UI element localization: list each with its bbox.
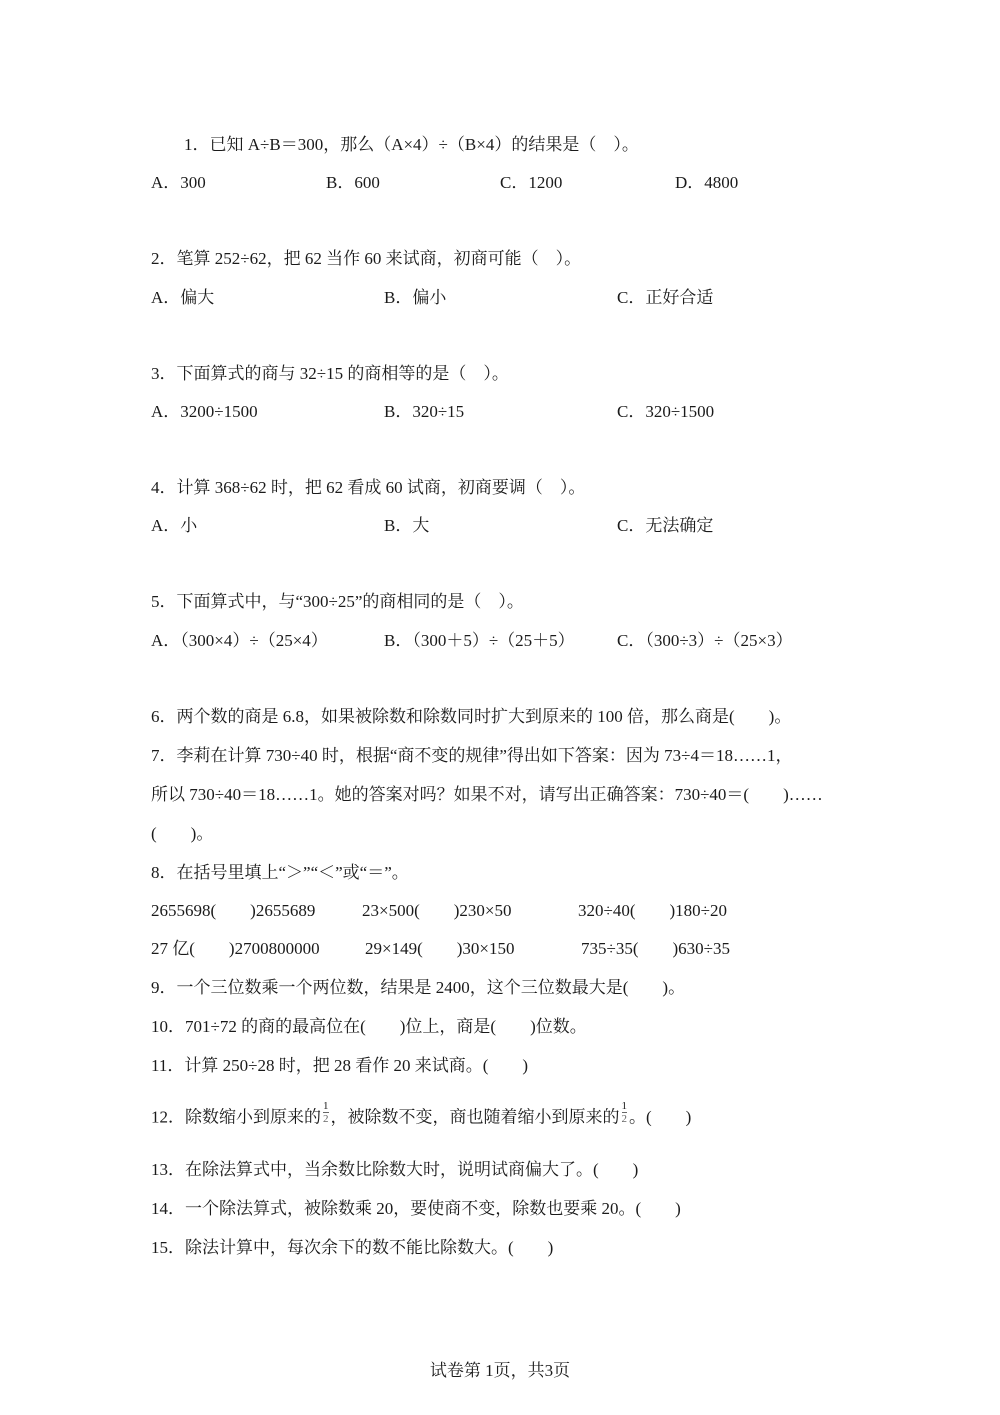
question-7-line-3: ( )。 [151, 824, 214, 843]
question-10: 10．701÷72 的商的最高位在( )位上，商是( )位数。 [151, 1017, 587, 1036]
question-12-part-1: 12．除数缩小到原来的 [151, 1107, 321, 1127]
question-9: 9．一个三位数乘一个两位数，结果是 2400，这个三位数最大是( )。 [151, 978, 686, 997]
question-1-option-a: A．300 [151, 173, 206, 192]
question-3-stem: 3．下面算式的商与 32÷15 的商相等的是（ ）。 [151, 364, 509, 383]
question-8-row1-item2: 23×500( )230×50 [362, 901, 512, 920]
question-4-option-a: A．小 [151, 516, 198, 535]
question-1-option-b: B．600 [326, 173, 380, 192]
question-8-row2-item2: 29×149( )30×150 [365, 939, 515, 958]
question-5-option-c: C．（300÷3）÷（25×3） [617, 631, 793, 650]
question-3-option-b: B．320÷15 [384, 402, 465, 421]
question-5-option-b: B．（300＋5）÷（25＋5） [384, 631, 575, 650]
question-3-option-c: C．320÷1500 [617, 402, 715, 421]
question-8-row2-item1: 27 亿( )2700800000 [151, 939, 320, 958]
question-12 [151, 1100, 692, 1131]
fraction-one-half: $\frac{1}{2}$ [621, 1100, 627, 1125]
question-4-option-b: B．大 [384, 516, 430, 535]
question-13: 13．在除法算式中，当余数比除数大时，说明试商偏大了。( ) [151, 1160, 639, 1179]
question-5-stem: 5．下面算式中，与“300÷25”的商相同的是（ ）。 [151, 592, 524, 611]
question-8-stem: 8．在括号里填上“＞”“＜”或“＝”。 [151, 863, 409, 882]
question-2-stem: 2．笔算 252÷62，把 62 当作 60 来试商，初商可能（ ）。 [151, 249, 582, 268]
question-4-stem: 4．计算 368÷62 时，把 62 看成 60 试商，初商要调（ ）。 [151, 478, 586, 497]
question-15: 15．除法计算中，每次余下的数不能比除数大。( ) [151, 1238, 554, 1257]
question-8-row1-item3: 320÷40( )180÷20 [578, 901, 727, 920]
question-4-option-c: C．无法确定 [617, 516, 714, 535]
question-2-option-c: C．正好合适 [617, 288, 714, 307]
question-1-option-d: D．4800 [675, 173, 739, 192]
page-footer: 试卷第 1页，共3页 [429, 1361, 571, 1380]
question-1-option-c: C．1200 [500, 173, 563, 192]
question-14: 14．一个除法算式，被除数乘 20，要使商不变，除数也要乘 20。( ) [151, 1199, 681, 1218]
question-1-stem: 1．已知 A÷B＝300，那么（A×4）÷（B×4）的结果是（ ）。 [184, 135, 639, 154]
question-6: 6．两个数的商是 6.8，如果被除数和除数同时扩大到原来的 100 倍，那么商是( )。 [151, 707, 792, 726]
question-7-line-1: 7．李莉在计算 730÷40 时，根据“商不变的规律”得出如下答案：因为 73÷4＝18……1， [151, 746, 793, 765]
question-12-part-2: ，被除数不变，商也随着缩小到原来的 [330, 1107, 620, 1127]
fraction-one-half: $\frac{1}{2}$ [323, 1100, 329, 1125]
question-5-option-a: A．（300×4）÷（25×4） [151, 631, 328, 650]
question-11: 11．计算 250÷28 时，把 28 看作 20 来试商。( ) [151, 1056, 529, 1075]
question-2-option-b: B．偏小 [384, 288, 447, 307]
question-12-part-3: 。( ) [629, 1107, 692, 1127]
question-7-line-2: 所以 730÷40＝18……1。她的答案对吗？如果不对，请写出正确答案：730÷40＝( )…… [151, 785, 823, 804]
question-8-row2-item3: 735÷35( )630÷35 [581, 939, 730, 958]
question-2-option-a: A．偏大 [151, 288, 215, 307]
question-3-option-a: A．3200÷1500 [151, 402, 258, 421]
question-8-row1-item1: 2655698( )2655689 [151, 901, 316, 920]
